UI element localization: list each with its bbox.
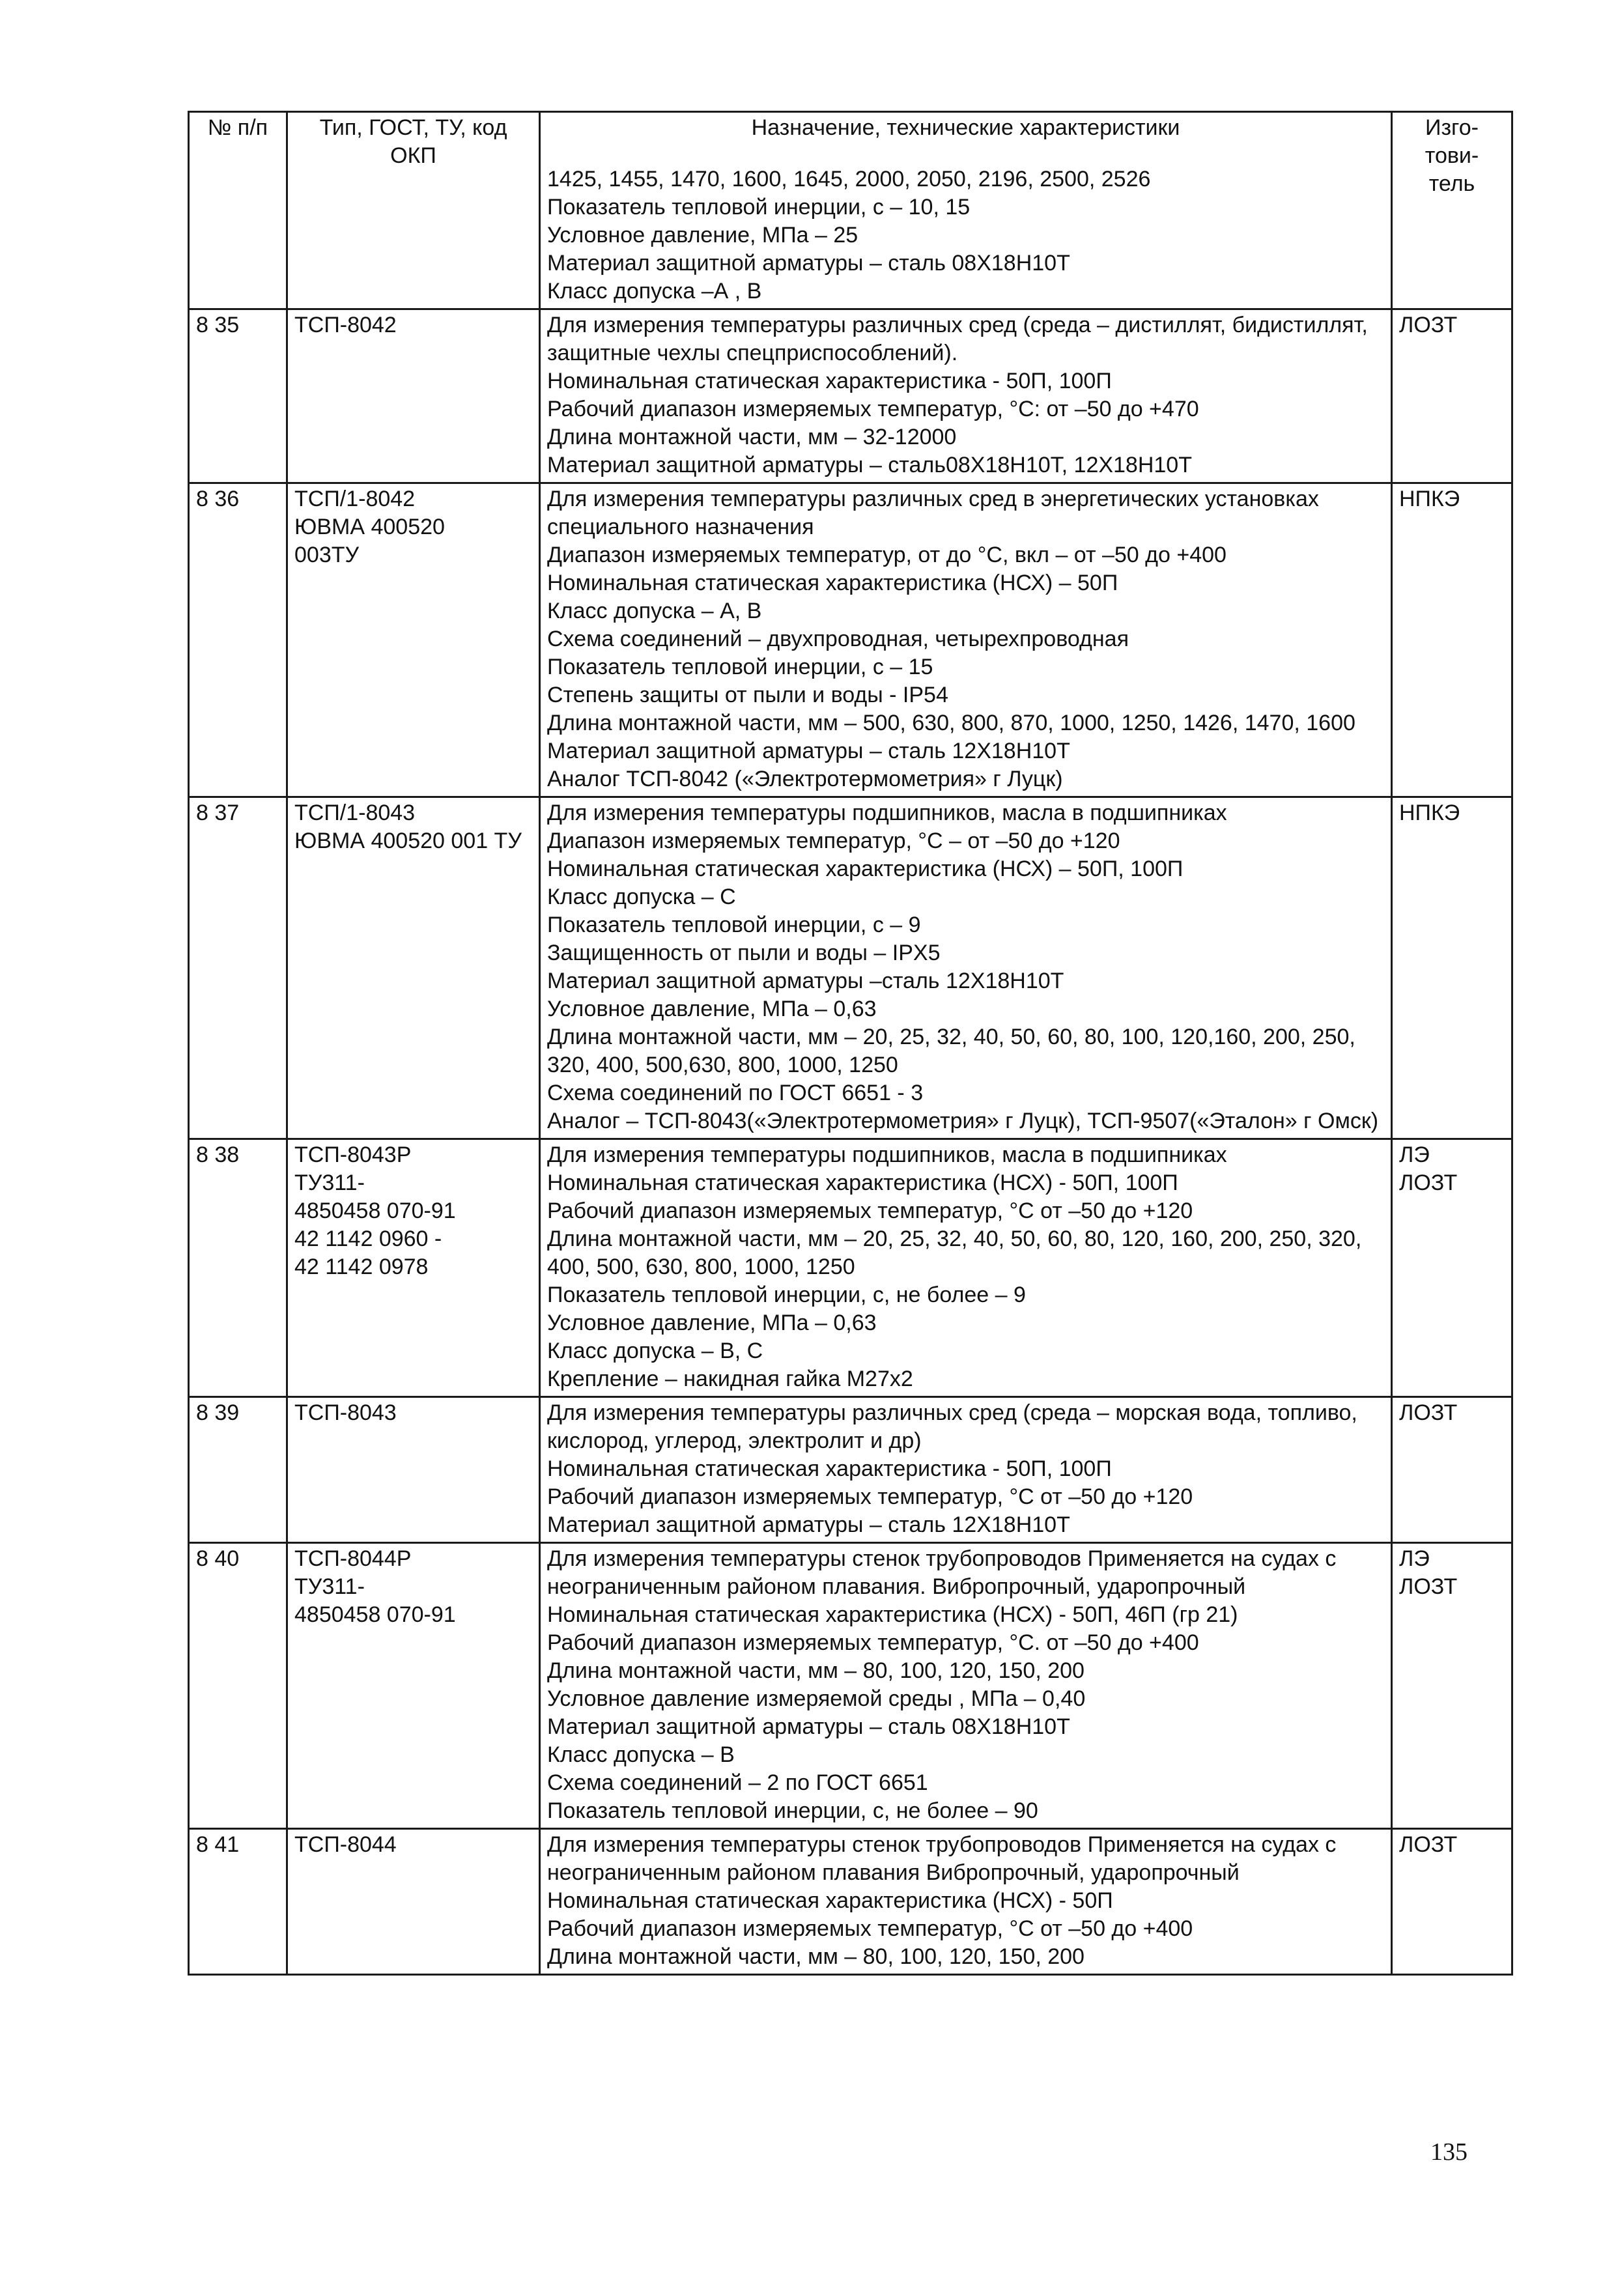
description-line: Длина монтажной части, мм – 20, 25, 32, 40, 50, 60, 80, 100, 120,160, 200, 250, 320, 400, 500,630, 800, 1000, 1250	[547, 1025, 1362, 1077]
table-row	[189, 309, 1512, 483]
row-number: 8 40	[189, 1543, 287, 1829]
header-manufacturer: Изго- тови- тель	[1392, 112, 1512, 309]
type-line: ТСП-8043Р	[294, 1142, 412, 1167]
description-line: Рабочий диапазон измеряемых температур, °С от –50 до +120	[547, 1484, 1193, 1509]
description-line: Условное давление измеряемой среды , МПа – 0,40	[547, 1686, 1086, 1711]
type-line: 4850458 070-91	[294, 1198, 456, 1223]
row-manufacturer	[1392, 1829, 1512, 1975]
description-line: Материал защитной арматуры – сталь 12Х18Н10Т	[547, 739, 1070, 763]
row-type	[287, 1543, 540, 1829]
continued-line: Класс допуска –А , В	[547, 279, 762, 304]
description-line: Номинальная статическая характеристика - 50П, 100П	[547, 1456, 1112, 1481]
header-description	[540, 112, 1392, 309]
row-number: 8 35	[189, 309, 287, 483]
row-description	[540, 1139, 1392, 1397]
manufacturer-line: ЛОЗТ	[1399, 1832, 1458, 1857]
description-line: Условное давление, МПа – 0,63	[547, 997, 877, 1021]
description-line: Показатель тепловой инерции, с, не более – 9	[547, 1283, 1026, 1307]
type-line: 42 1142 0960 -	[294, 1226, 442, 1251]
type-line: ЮВМА 400520	[294, 515, 445, 539]
table-row	[189, 797, 1512, 1139]
row-type	[287, 483, 540, 797]
description-line: Длина монтажной части, мм – 20, 25, 32, 40, 50, 60, 80, 120, 160, 200, 250, 320, 400, 500, 630, 800, 1000, 1250	[547, 1226, 1368, 1279]
type-line: ТСП-8043	[294, 1400, 397, 1425]
row-description	[540, 1397, 1392, 1543]
row-manufacturer	[1392, 1543, 1512, 1829]
description-line: Номинальная статическая характеристика (НСХ) - 50П, 46П (гр 21)	[547, 1602, 1238, 1627]
continued-line: 1425, 1455, 1470, 1600, 1645, 2000, 2050, 2196, 2500, 2526	[547, 167, 1151, 191]
description-line: Схема соединений – двухпроводная, четырехпроводная	[547, 627, 1129, 651]
description-line: Для измерения температуры подшипников, масла в подшипниках	[547, 801, 1227, 825]
row-type	[287, 1829, 540, 1975]
header-number: № п/п	[189, 112, 287, 309]
manufacturer-line: ЛОЗТ	[1399, 313, 1458, 337]
row-description	[540, 1829, 1392, 1975]
table-header-row	[189, 112, 1512, 309]
description-line: Диапазон измеряемых температур, °С – от –50 до +120	[547, 829, 1120, 853]
description-line: Длина монтажной части, мм – 80, 100, 120, 150, 200	[547, 1658, 1085, 1683]
row-manufacturer	[1392, 1397, 1512, 1543]
description-line: Показатель тепловой инерции, с – 9	[547, 913, 921, 937]
description-line: Защищенность от пыли и воды – IPX5	[547, 941, 941, 965]
description-line: Длина монтажной части, мм – 80, 100, 120, 150, 200	[547, 1944, 1085, 1969]
row-type	[287, 1397, 540, 1543]
description-line: Диапазон измеряемых температур, от до °С, вкл – от –50 до +400	[547, 543, 1227, 567]
row-number: 8 37	[189, 797, 287, 1139]
description-line: Условное давление, МПа – 0,63	[547, 1311, 877, 1335]
table-row	[189, 1829, 1512, 1975]
table-row	[189, 1543, 1512, 1829]
type-line: 42 1142 0978	[294, 1254, 429, 1279]
type-line: 4850458 070-91	[294, 1602, 456, 1627]
row-description	[540, 309, 1392, 483]
row-manufacturer	[1392, 309, 1512, 483]
description-line: Рабочий диапазон измеряемых температур, °С от –50 до +120	[547, 1198, 1193, 1223]
description-line: Класс допуска – А, В	[547, 599, 762, 623]
description-line: Материал защитной арматуры – сталь08Х18Н10Т, 12Х18Н10Т	[547, 453, 1192, 477]
row-description	[540, 1543, 1392, 1829]
table-row	[189, 1397, 1512, 1543]
continued-line: Условное давление, МПа – 25	[547, 223, 858, 248]
description-line: Рабочий диапазон измеряемых температур, °С: от –50 до +470	[547, 397, 1199, 421]
manufacturer-line: ЛЭ	[1399, 1546, 1430, 1571]
description-line: Рабочий диапазон измеряемых температур, °С от –50 до +400	[547, 1916, 1193, 1941]
description-line: Схема соединений – 2 по ГОСТ 6651	[547, 1770, 928, 1795]
header-description-label: Назначение, технические характеристики	[751, 115, 1180, 140]
description-line: Аналог ТСП-8042 («Электротермометрия» г Луцк)	[547, 767, 1063, 791]
description-line: Для измерения температуры стенок трубопроводов Применяется на судах с неограниченным районом плавания Вибропрочный, ударопрочный	[547, 1832, 1342, 1885]
description-line: Для измерения температуры различных сред (среда – морская вода, топливо, кислород, углерод, электролит и др)	[547, 1400, 1364, 1453]
table-row	[189, 483, 1512, 797]
description-line: Для измерения температуры различных сред (среда – дистиллят, бидистиллят, защитные чехлы спецприспособлений).	[547, 313, 1374, 365]
row-number: 8 41	[189, 1829, 287, 1975]
type-line: ТСП-8044Р	[294, 1546, 412, 1571]
row-description	[540, 797, 1392, 1139]
type-line: ТСП-8042	[294, 313, 397, 337]
manufacturer-line: ЛОЗТ	[1399, 1170, 1458, 1195]
continued-lines	[547, 165, 1384, 305]
row-type	[287, 1139, 540, 1397]
description-line: Рабочий диапазон измеряемых температур, °С. от –50 до +400	[547, 1630, 1199, 1655]
page-number: 135	[1430, 2138, 1468, 2166]
description-line: Длина монтажной части, мм – 32-12000	[547, 425, 957, 449]
continued-line: Материал защитной арматуры – сталь 08Х18Н10Т	[547, 251, 1070, 276]
type-line: ЮВМА 400520 001 ТУ	[294, 829, 522, 853]
description-line: Аналог – ТСП-8043(«Электротермометрия» г Луцк), ТСП-9507(«Эталон» г Омск)	[547, 1109, 1379, 1133]
type-line: ТСП/1-8042	[294, 487, 416, 511]
description-line: Показатель тепловой инерции, с, не более – 90	[547, 1798, 1038, 1823]
header-type: Тип, ГОСТ, ТУ, код ОКП	[287, 112, 540, 309]
type-line: 003ТУ	[294, 543, 360, 567]
description-line: Длина монтажной части, мм – 500, 630, 800, 870, 1000, 1250, 1426, 1470, 1600	[547, 711, 1355, 735]
type-line: ТУ311-	[294, 1574, 365, 1599]
type-line: ТУ311-	[294, 1170, 365, 1195]
description-line: Класс допуска – С	[547, 885, 736, 909]
description-line: Схема соединений по ГОСТ 6651 - 3	[547, 1081, 924, 1105]
description-line: Класс допуска – В, С	[547, 1339, 763, 1363]
row-manufacturer	[1392, 797, 1512, 1139]
type-line: ТСП-8044	[294, 1832, 397, 1857]
description-line: Для измерения температуры различных сред в энергетических установках специального назначения	[547, 487, 1326, 539]
description-line: Номинальная статическая характеристика - 50П, 100П	[547, 369, 1112, 393]
row-manufacturer	[1392, 1139, 1512, 1397]
description-line: Материал защитной арматуры –сталь 12Х18Н10Т	[547, 969, 1064, 993]
description-line: Номинальная статическая характеристика (НСХ) – 50П, 100П	[547, 857, 1184, 881]
specification-table	[188, 111, 1513, 1976]
row-type	[287, 309, 540, 483]
description-line: Номинальная статическая характеристика (НСХ) – 50П	[547, 571, 1118, 595]
description-line: Номинальная статическая характеристика (НСХ) - 50П, 100П	[547, 1170, 1178, 1195]
table-row	[189, 1139, 1512, 1397]
continued-line: Показатель тепловой инерции, с – 10, 15	[547, 195, 971, 220]
row-number: 8 39	[189, 1397, 287, 1543]
description-line: Класс допуска – В	[547, 1742, 735, 1767]
description-line: Для измерения температуры стенок трубопроводов Применяется на судах с неограниченным районом плавания. Вибропрочный, ударопрочный	[547, 1546, 1342, 1599]
manufacturer-line: ЛОЗТ	[1399, 1574, 1458, 1599]
manufacturer-line: НПКЭ	[1399, 487, 1460, 511]
description-line: Крепление – накидная гайка М27х2	[547, 1367, 913, 1391]
row-type	[287, 797, 540, 1139]
description-line: Материал защитной арматуры – сталь 12Х18Н10Т	[547, 1512, 1070, 1537]
row-manufacturer	[1392, 483, 1512, 797]
type-line: ТСП/1-8043	[294, 801, 416, 825]
description-line: Для измерения температуры подшипников, масла в подшипниках	[547, 1142, 1227, 1167]
description-line: Степень защиты от пыли и воды - IP54	[547, 683, 948, 707]
description-line: Материал защитной арматуры – сталь 08Х18Н10Т	[547, 1714, 1070, 1739]
manufacturer-line: ЛОЗТ	[1399, 1400, 1458, 1425]
row-number: 8 36	[189, 483, 287, 797]
row-number: 8 38	[189, 1139, 287, 1397]
description-line: Показатель тепловой инерции, с – 15	[547, 655, 933, 679]
table-body	[189, 309, 1512, 1975]
row-description	[540, 483, 1392, 797]
manufacturer-line: НПКЭ	[1399, 801, 1460, 825]
description-line: Номинальная статическая характеристика (НСХ) - 50П	[547, 1888, 1113, 1913]
manufacturer-line: ЛЭ	[1399, 1142, 1430, 1167]
